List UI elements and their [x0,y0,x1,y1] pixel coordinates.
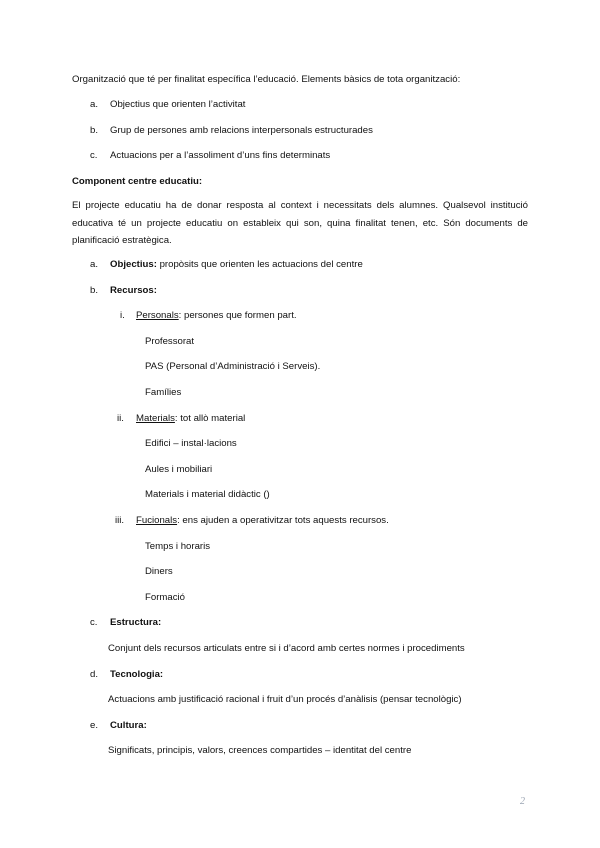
list-item: Diners [145,566,173,577]
component-tecnologia [90,669,163,681]
list-marker: a. [90,259,99,270]
subitem-label: Personals [136,310,179,321]
list-item-text: Objectius que orienten l’activitat [110,99,246,110]
list-marker: ii. [117,413,124,424]
list-item-text: Actuacions per a l’assoliment d’uns fins determinats [110,150,331,161]
list-marker: d. [90,669,99,680]
component-label: Cultura: [110,720,147,731]
list-item: Edifici – instal·lacions [145,438,237,449]
component-recursos [90,285,157,297]
subitem-text: : tot allò material [174,413,246,424]
component-objectius [90,259,363,271]
subitem-funcionals [115,515,389,527]
subitem-personals [120,310,297,322]
list-marker: c. [90,150,98,161]
component-text: Conjunt dels recursos articulats entre si i d’acord amb certes normes i procediments [108,643,465,654]
list-marker: b. [90,125,99,136]
page-number: 2 [520,796,525,807]
body-paragraph: El projecte educatiu ha de donar resposta al context i necessitats dels alumnes. Qualsevol institució educativa té un projecte educatiu on estableix qui son, quina finalitat tenen, etc. Són documents de planificació estratègica. [72,200,528,246]
component-text: propòsits que orienten les actuacions del centre [156,259,363,270]
list-item: Professorat [145,336,195,347]
component-label: Tecnologia: [110,669,164,680]
list-item: Famílies [145,387,182,398]
list-item: PAS (Personal d’Administració i Serveis). [145,361,321,372]
list-marker: i. [120,310,125,321]
intro-text: Organització que té per finalitat específica l’educació. Elements bàsics de tota organització: [72,74,461,85]
list-item: Materials i material didàctic () [145,489,270,500]
subitem-label: Fucionals [136,515,178,526]
list-item [90,99,245,111]
list-marker: iii. [115,515,125,526]
subitem-label: Materials [136,413,175,424]
list-marker: b. [90,285,99,296]
component-text: Significats, principis, valors, creences compartides – identitat del centre [108,745,412,756]
subitem-text: : persones que formen part. [178,310,297,321]
component-label: Objectius: [110,259,157,270]
component-estructura [90,617,161,629]
list-marker: a. [90,99,99,110]
list-item: Formació [145,592,185,603]
subitem-materials [117,413,245,425]
list-item: Aules i mobiliari [145,464,213,475]
component-label: Estructura: [110,617,162,628]
section-title: Component centre educatiu: [72,176,203,187]
list-marker: e. [90,720,99,731]
list-marker: c. [90,617,98,628]
list-item: Temps i horaris [145,541,211,552]
component-cultura [90,720,147,732]
list-item [90,125,373,137]
component-text: Actuacions amb justificació racional i fruit d’un procés d’anàlisis (pensar tecnològic) [108,694,462,705]
list-item [90,150,330,162]
subitem-text: : ens ajuden a operativitzar tots aquests recursos. [177,515,389,526]
list-item-text: Grup de persones amb relacions interpersonals estructurades [110,125,373,136]
component-label: Recursos: [110,285,157,296]
